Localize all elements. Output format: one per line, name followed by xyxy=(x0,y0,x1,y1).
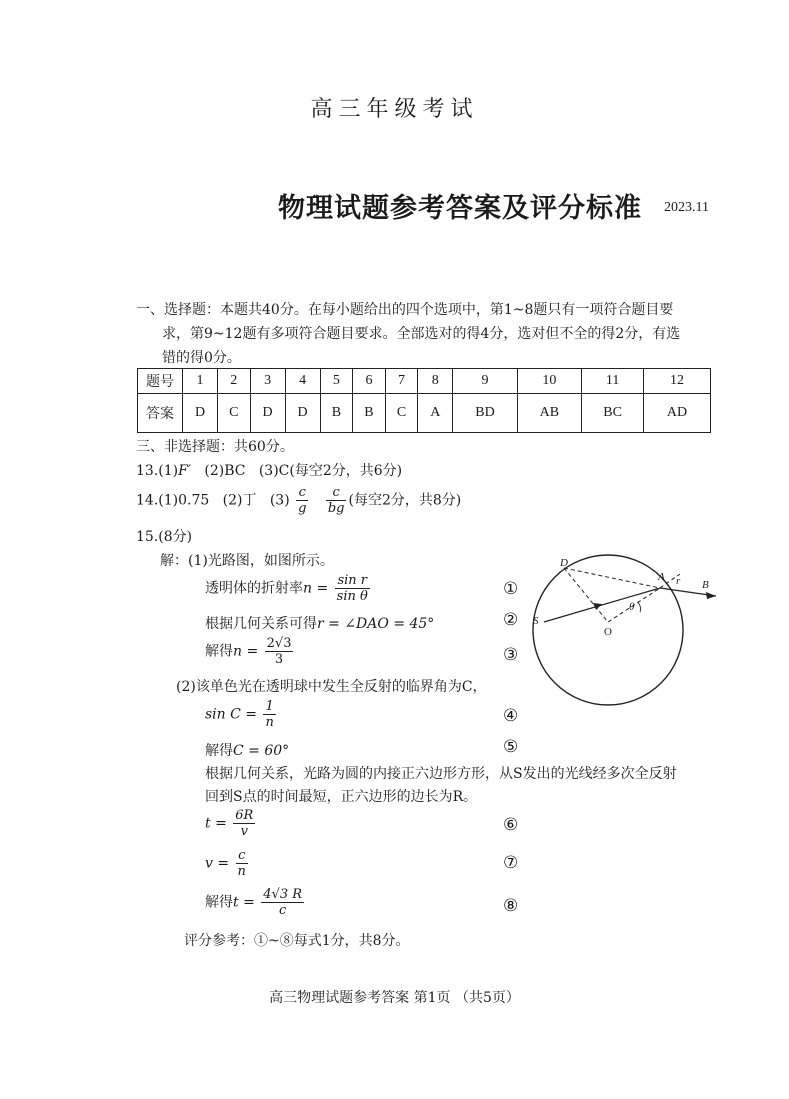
q15-header: 15.(8分) xyxy=(136,529,193,545)
q14-part3: (3) xyxy=(269,492,290,509)
section1-instructions xyxy=(136,298,720,370)
section1-line3: 错的得0分。 xyxy=(162,350,241,366)
q15-eq7: v = $\frac{c}{n}$ xyxy=(205,848,246,879)
answer-cell: C xyxy=(385,394,418,433)
question-number: 1 xyxy=(183,369,218,394)
q13-part2: (2)BC xyxy=(204,463,246,479)
q13-number: 13. xyxy=(136,463,159,479)
exam-date: 2023.11 xyxy=(664,200,709,215)
label-O: O xyxy=(604,626,612,638)
q14-fraction-1: $\frac{c}{g}$ xyxy=(298,485,307,516)
answer-cell: C xyxy=(218,394,251,433)
answer-cell: AB xyxy=(517,394,581,433)
q13-answer xyxy=(136,460,402,480)
question-number: 4 xyxy=(285,369,320,394)
answer-cell: BD xyxy=(453,394,517,433)
q15-scoring: 评分参考：①~⑧每式1分，共8分。 xyxy=(184,933,410,949)
answer-table xyxy=(137,368,711,433)
q15-eq4: sin C = $\frac{1}{n}$ xyxy=(205,699,274,730)
question-number: 8 xyxy=(418,369,453,394)
section2-title: 三、非选择题：共60分。 xyxy=(136,439,294,455)
section1-line2: 求，第9~12题有多项符合题目要求。全部选对的得4分，选对但不全的得2分，有选 xyxy=(162,326,681,342)
eq-marker-1: ① xyxy=(503,579,519,599)
q15-geometry-line1: 根据几何关系，光路为圆的内接正六边形方形，从S发出的光线经多次全反射 xyxy=(205,766,677,782)
page-title: 物理试题参考答案及评分标准 xyxy=(278,193,642,224)
eq-marker-4: ④ xyxy=(503,706,519,726)
q15-eq6: t = $\frac{6R}{v}$ xyxy=(205,808,254,839)
question-number: 6 xyxy=(353,369,386,394)
label-B: B xyxy=(702,579,709,591)
q14-answer xyxy=(136,485,461,516)
question-number: 9 xyxy=(453,369,517,394)
eq7-fraction: $\frac{c}{n}$ xyxy=(237,848,246,879)
q13-part1: (1) xyxy=(158,463,179,479)
question-number: 7 xyxy=(385,369,418,394)
eq4-fraction: $\frac{1}{n}$ xyxy=(265,699,274,730)
answer-cell: D xyxy=(250,394,285,433)
question-number: 11 xyxy=(582,369,644,394)
q14-scoring: (每空2分，共8分) xyxy=(348,492,462,509)
q15-eq5: 解得C = 60° xyxy=(205,743,290,759)
eq-marker-5: ⑤ xyxy=(503,737,519,757)
question-number: 5 xyxy=(320,369,353,394)
q15-eq8: 解得t = $\frac{4√3 R}{c}$ xyxy=(205,887,303,918)
q15-intro: 解：(1)光路图，如图所示。 xyxy=(160,553,334,569)
q15-geometry-line2: 回到S点的时间最短，正六边形的边长为R。 xyxy=(205,789,478,805)
q14-number: 14. xyxy=(136,492,159,509)
question-number: 10 xyxy=(517,369,581,394)
section1-line1: 一、选择题：本题共40分。在每小题给出的四个选项中，第1~8题只有一项符合题目要 xyxy=(136,302,674,318)
table-row-answers xyxy=(138,394,711,433)
eq-marker-7: ⑦ xyxy=(503,853,519,873)
q13-part1-answer: F′ xyxy=(178,463,192,479)
question-number: 2 xyxy=(218,369,251,394)
q14-part1: (1)0.75 xyxy=(158,492,210,509)
label-S: S xyxy=(533,615,539,627)
question-number: 12 xyxy=(644,369,711,394)
page-footer: 高三物理试题参考答案 第1页 （共5页） xyxy=(269,990,520,1006)
label-D: D xyxy=(560,557,568,569)
q14-fraction-2: $\frac{c}{bg}$ xyxy=(327,485,345,516)
ray-S-to-A xyxy=(544,588,660,622)
q15-eq2: 根据几何关系可得r = ∠DAO = 45° xyxy=(205,616,435,632)
answer-cell: B xyxy=(320,394,353,433)
eq3-fraction: $\frac{2√3}{3}$ xyxy=(266,636,292,667)
label-theta: θ xyxy=(629,601,635,613)
answer-cell: BC xyxy=(582,394,644,433)
q15-eq1: 透明体的折射率n = $\frac{\text{sin r}}{\text{sin θ}}$ xyxy=(205,573,368,604)
q15-part2-intro: (2)该单色光在透明球中发生全反射的临界角为C， xyxy=(176,679,487,695)
eq8-fraction: $\frac{4√3 R}{c}$ xyxy=(263,887,303,918)
label-A: A xyxy=(658,571,665,583)
row-label-question: 题号 xyxy=(138,369,183,394)
q14-part2: (2)丁 xyxy=(222,492,257,509)
row-label-answer: 答案 xyxy=(138,394,183,433)
exam-title: 高三年级考试 xyxy=(310,97,479,122)
eq6-fraction: $\frac{6R}{v}$ xyxy=(235,808,254,839)
answer-cell: D xyxy=(183,394,218,433)
optics-diagram xyxy=(520,550,730,710)
answer-cell: A xyxy=(418,394,453,433)
q15-eq3: 解得n = $\frac{2√3}{3}$ xyxy=(205,636,292,667)
table-row-questions xyxy=(138,369,711,394)
ray-arrow-2 xyxy=(706,592,716,599)
angle-theta-arc xyxy=(638,602,641,612)
eq-marker-3: ③ xyxy=(503,645,519,665)
answer-cell: AD xyxy=(644,394,711,433)
eq1-fraction: $\frac{\text{sin r}}{\text{sin θ}}$ xyxy=(336,573,368,604)
eq-marker-2: ② xyxy=(503,610,519,630)
q13-part3: (3)C(每空2分，共6分) xyxy=(258,463,403,479)
answer-cell: B xyxy=(353,394,386,433)
label-r: r xyxy=(676,575,681,587)
question-number: 3 xyxy=(250,369,285,394)
eq-marker-6: ⑥ xyxy=(503,815,519,835)
answer-cell: D xyxy=(285,394,320,433)
eq-marker-8: ⑧ xyxy=(503,896,519,916)
